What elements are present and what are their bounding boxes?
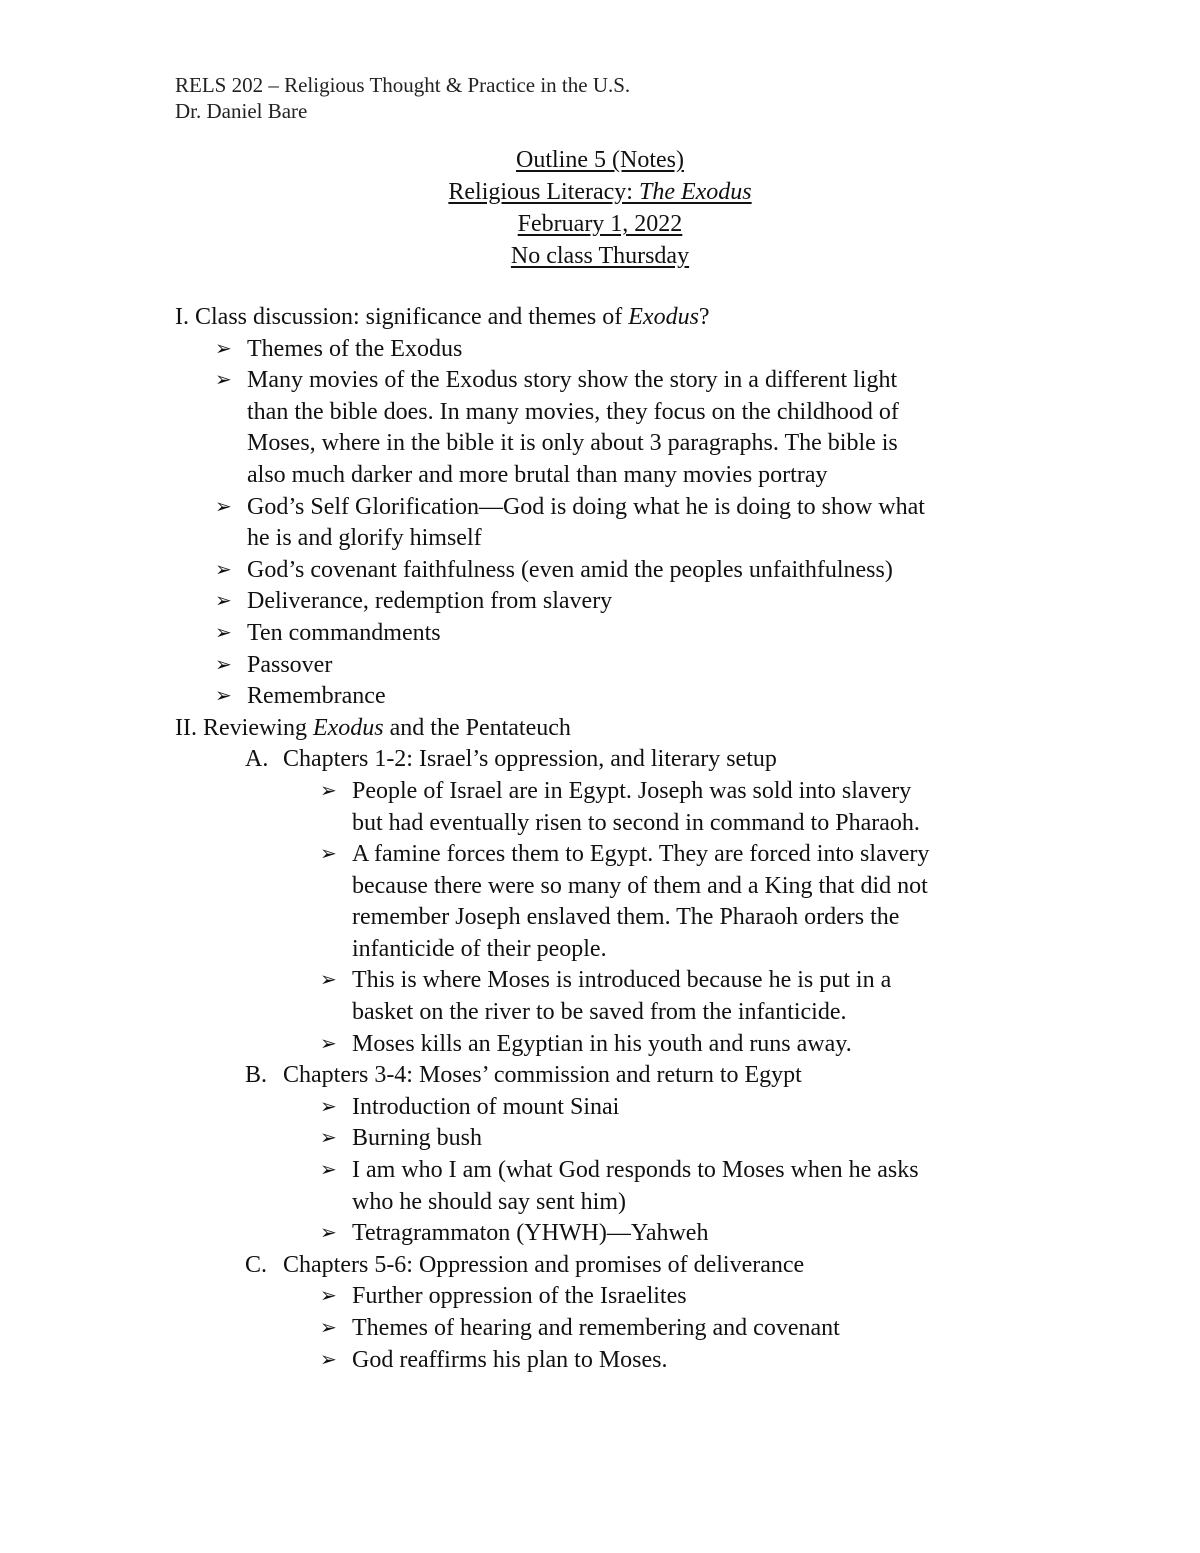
list-item	[175, 1123, 1055, 1155]
topic-prefix: Religious Literacy:	[448, 179, 639, 205]
list-item-text: Introduction of mount Sinai	[352, 1093, 620, 1120]
arrow-bullet-icon: ➢	[320, 1032, 337, 1055]
subsection-heading	[175, 1250, 1055, 1282]
topic-italic: The Exodus	[638, 179, 752, 205]
outline-title: Outline 5 (Notes)	[516, 147, 684, 173]
list-item	[175, 681, 1055, 713]
list-item	[175, 555, 1055, 587]
list-item-text: God reaffirms his plan to Moses.	[352, 1346, 668, 1373]
arrow-bullet-icon: ➢	[215, 621, 232, 644]
list-item	[175, 776, 1055, 839]
list-item	[175, 1092, 1055, 1124]
arrow-bullet-icon: ➢	[215, 495, 232, 518]
document-header	[175, 72, 630, 124]
subsection-letter: A.	[245, 746, 269, 773]
list-item	[175, 618, 1055, 650]
section-1-prefix: I. Class discussion: significance and themes of	[175, 304, 629, 330]
list-item-text: I am who I am (what God responds to Moses when he asks	[352, 1157, 919, 1184]
list-item	[175, 1345, 1055, 1377]
list-item-text: who he should say sent him)	[352, 1188, 626, 1215]
arrow-bullet-icon: ➢	[320, 1127, 337, 1150]
list-item-text: Themes of the Exodus	[247, 335, 463, 362]
list-item-text: also much darker and more brutal than many movies portray	[247, 461, 828, 488]
list-item	[175, 492, 1055, 555]
section-2-suffix: and the Pentateuch	[383, 714, 571, 741]
section-2-italic: Exodus	[312, 714, 384, 741]
list-item-text: God’s Self Glorification—God is doing what he is doing to show what	[247, 493, 925, 520]
subsection-title: Chapters 1-2: Israel’s oppression, and literary setup	[283, 746, 777, 773]
list-item-text: Moses kills an Egyptian in his youth and runs away.	[352, 1030, 852, 1057]
instructor-name: Dr. Daniel Bare	[175, 99, 308, 123]
arrow-bullet-icon: ➢	[215, 590, 232, 613]
arrow-bullet-icon: ➢	[215, 369, 232, 392]
arrow-bullet-icon: ➢	[320, 1348, 337, 1371]
list-item	[175, 334, 1055, 366]
section-2-subsections	[175, 744, 1055, 1376]
subsection-letter: C.	[245, 1251, 268, 1278]
list-item-text: Burning bush	[352, 1125, 483, 1152]
list-item-text: Remembrance	[247, 683, 386, 710]
section-1-heading	[175, 302, 1055, 334]
topic-title	[0, 176, 1200, 208]
subsection-title: Chapters 3-4: Moses’ commission and return to Egypt	[283, 1062, 802, 1089]
section-1-italic: Exodus	[628, 304, 699, 330]
list-item-text: basket on the river to be saved from the infanticide.	[352, 999, 847, 1026]
title-block	[0, 144, 1200, 272]
list-item-text: he is and glorify himself	[247, 525, 482, 552]
arrow-bullet-icon: ➢	[320, 1285, 337, 1308]
subsection-letter: B.	[245, 1062, 268, 1089]
section-1-suffix: ?	[698, 304, 710, 330]
list-item-text: This is where Moses is introduced because he is put in a	[352, 967, 892, 994]
list-item-text: Ten commandments	[247, 619, 441, 646]
list-item	[175, 1155, 1055, 1218]
list-item-text: God’s covenant faithfulness (even amid the peoples unfaithfulness)	[247, 556, 893, 583]
course-title: RELS 202 – Religious Thought & Practice in the U.S.	[175, 73, 631, 97]
section-1-bullets	[175, 334, 1055, 713]
arrow-bullet-icon: ➢	[320, 969, 337, 992]
section-2-heading	[175, 713, 1055, 745]
list-item	[175, 650, 1055, 682]
arrow-bullet-icon: ➢	[320, 843, 337, 866]
list-item-text: because there were so many of them and a King that did not	[352, 872, 928, 899]
arrow-bullet-icon: ➢	[320, 1222, 337, 1245]
list-item	[175, 1313, 1055, 1345]
subsection-heading	[175, 744, 1055, 776]
list-item-text: Further oppression of the Israelites	[352, 1283, 687, 1310]
date-line: February 1, 2022	[517, 211, 683, 237]
list-item	[175, 586, 1055, 618]
arrow-bullet-icon: ➢	[215, 653, 232, 676]
arrow-bullet-icon: ➢	[215, 685, 232, 708]
list-item-text: Passover	[247, 651, 333, 678]
list-item-text: but had eventually risen to second in command to Pharaoh.	[352, 809, 920, 836]
list-item-text: Moses, where in the bible it is only about 3 paragraphs. The bible is	[247, 430, 898, 457]
arrow-bullet-icon: ➢	[215, 558, 232, 581]
outline-body	[175, 302, 1055, 1376]
list-item-text: A famine forces them to Egypt. They are forced into slavery	[352, 841, 930, 868]
list-item-text: Themes of hearing and remembering and covenant	[352, 1315, 840, 1341]
list-item	[175, 365, 1055, 491]
arrow-bullet-icon: ➢	[320, 1095, 337, 1118]
list-item	[175, 1218, 1055, 1250]
list-item	[175, 839, 1055, 965]
notice-line: No class Thursday	[510, 243, 690, 269]
list-item	[175, 965, 1055, 1028]
subsection-heading	[175, 1060, 1055, 1092]
section-2-prefix: II. Reviewing	[175, 714, 313, 741]
arrow-bullet-icon: ➢	[320, 779, 337, 802]
list-item-text: Deliverance, redemption from slavery	[247, 588, 613, 615]
list-item-text: remember Joseph enslaved them. The Pharaoh orders the	[352, 904, 900, 931]
arrow-bullet-icon: ➢	[320, 1317, 337, 1339]
list-item-text: Many movies of the Exodus story show the story in a different light	[247, 367, 898, 394]
list-item-text: infanticide of their people.	[352, 935, 607, 962]
arrow-bullet-icon: ➢	[215, 337, 232, 360]
list-item-text: Tetragrammaton (YHWH)—Yahweh	[352, 1220, 709, 1247]
list-item	[175, 1281, 1055, 1313]
subsection-title: Chapters 5-6: Oppression and promises of deliverance	[283, 1251, 805, 1278]
list-item-text: than the bible does. In many movies, they focus on the childhood of	[247, 398, 899, 425]
list-item	[175, 1029, 1055, 1061]
arrow-bullet-icon: ➢	[320, 1159, 337, 1182]
list-item-text: People of Israel are in Egypt. Joseph was sold into slavery	[352, 777, 912, 804]
